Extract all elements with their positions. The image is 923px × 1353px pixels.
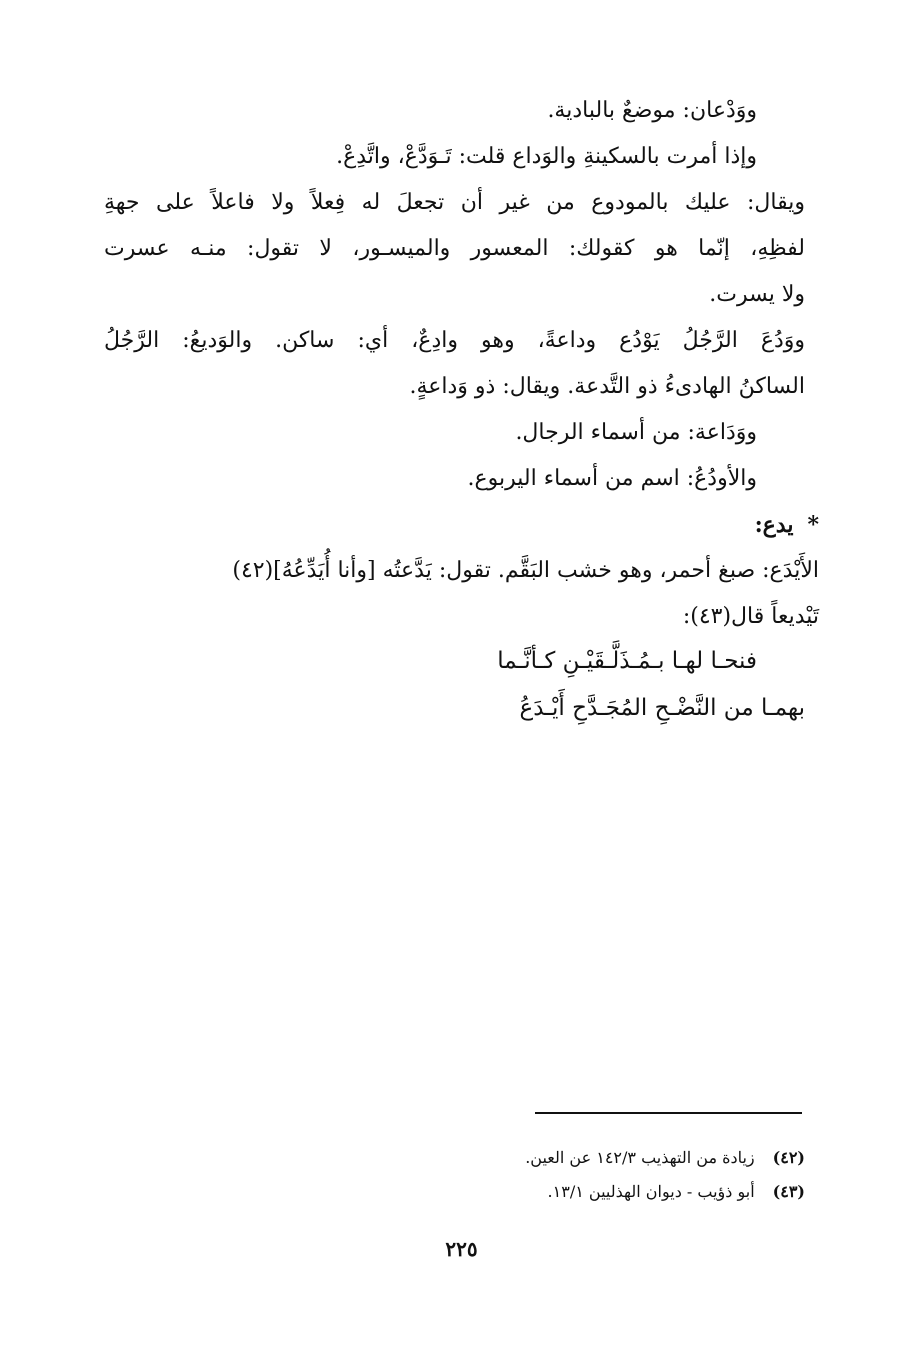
text-line-5: ولا يسرت. bbox=[709, 282, 805, 307]
text-line-2: وإذا أمرت بالسكينةِ والوَداع قلت: تَـوَدَّعْ، واتَّدِعْ. bbox=[336, 144, 757, 169]
asterisk-icon: * bbox=[807, 512, 819, 538]
text-line-8: ووَدَاعة: من أسماء الرجال. bbox=[515, 420, 757, 445]
entry-heading bbox=[755, 510, 819, 540]
text-line-1: ووَدْعان: موضعٌ بالبادية. bbox=[547, 98, 757, 123]
footnote-text: أبو ذؤيب - ديوان الهذليين ١٣/١. bbox=[547, 1182, 755, 1201]
footnote-divider bbox=[535, 1112, 802, 1114]
footnote-42 bbox=[525, 1146, 805, 1170]
text-line-3: ويقال: عليك بالمودوع من غير أن تجعلَ له فِعلاً ولا فاعلاً على جهةِ bbox=[104, 190, 805, 215]
entry-line-1: الأَيْدَع: صبغ أحمر، وهو خشب البَقَّم. تقول: يَدَّعتُه [وأنا أُيَدِّعُهُ](٤٢) bbox=[232, 558, 819, 583]
page-number: ٢٢٥ bbox=[445, 1237, 478, 1261]
text-line-6: ووَدُعَ الرَّجُلُ يَوْدُع وداعةً، وهو وادِعٌ، أي: ساكن. والوَديعُ: الرَّجُلُ bbox=[104, 328, 805, 353]
footnote-number: (٤٢) bbox=[772, 1148, 805, 1167]
text-line-4: لفظِهِ، إنّما هو كقولك: المعسور والميسـور، لا تقول: منـه عسرت bbox=[104, 236, 805, 261]
verse-line-2: بهمـا من النَّضْـحِ المُجَـدَّحِ أَيْـدَعُ bbox=[519, 695, 805, 721]
entry-heading-title: يدع: bbox=[754, 512, 794, 538]
footnote-text: زيادة من التهذيب ١٤٢/٣ عن العين. bbox=[525, 1148, 755, 1167]
verse-line-1: فنحـا لهـا بـمُـذَلَّـقَيْـنِ كـأنَّـما bbox=[497, 648, 757, 674]
footnote-43 bbox=[548, 1180, 805, 1204]
text-line-9: والأودُعُ: اسم من أسماء اليربوع. bbox=[467, 466, 757, 491]
footnote-number: (٤٣) bbox=[772, 1182, 805, 1201]
entry-line-2: تَيْديعاً قال(٤٣): bbox=[682, 604, 819, 629]
text-line-7: الساكنُ الهادىءُ ذو التَّدعة. ويقال: ذو وَداعةٍ. bbox=[409, 374, 805, 399]
